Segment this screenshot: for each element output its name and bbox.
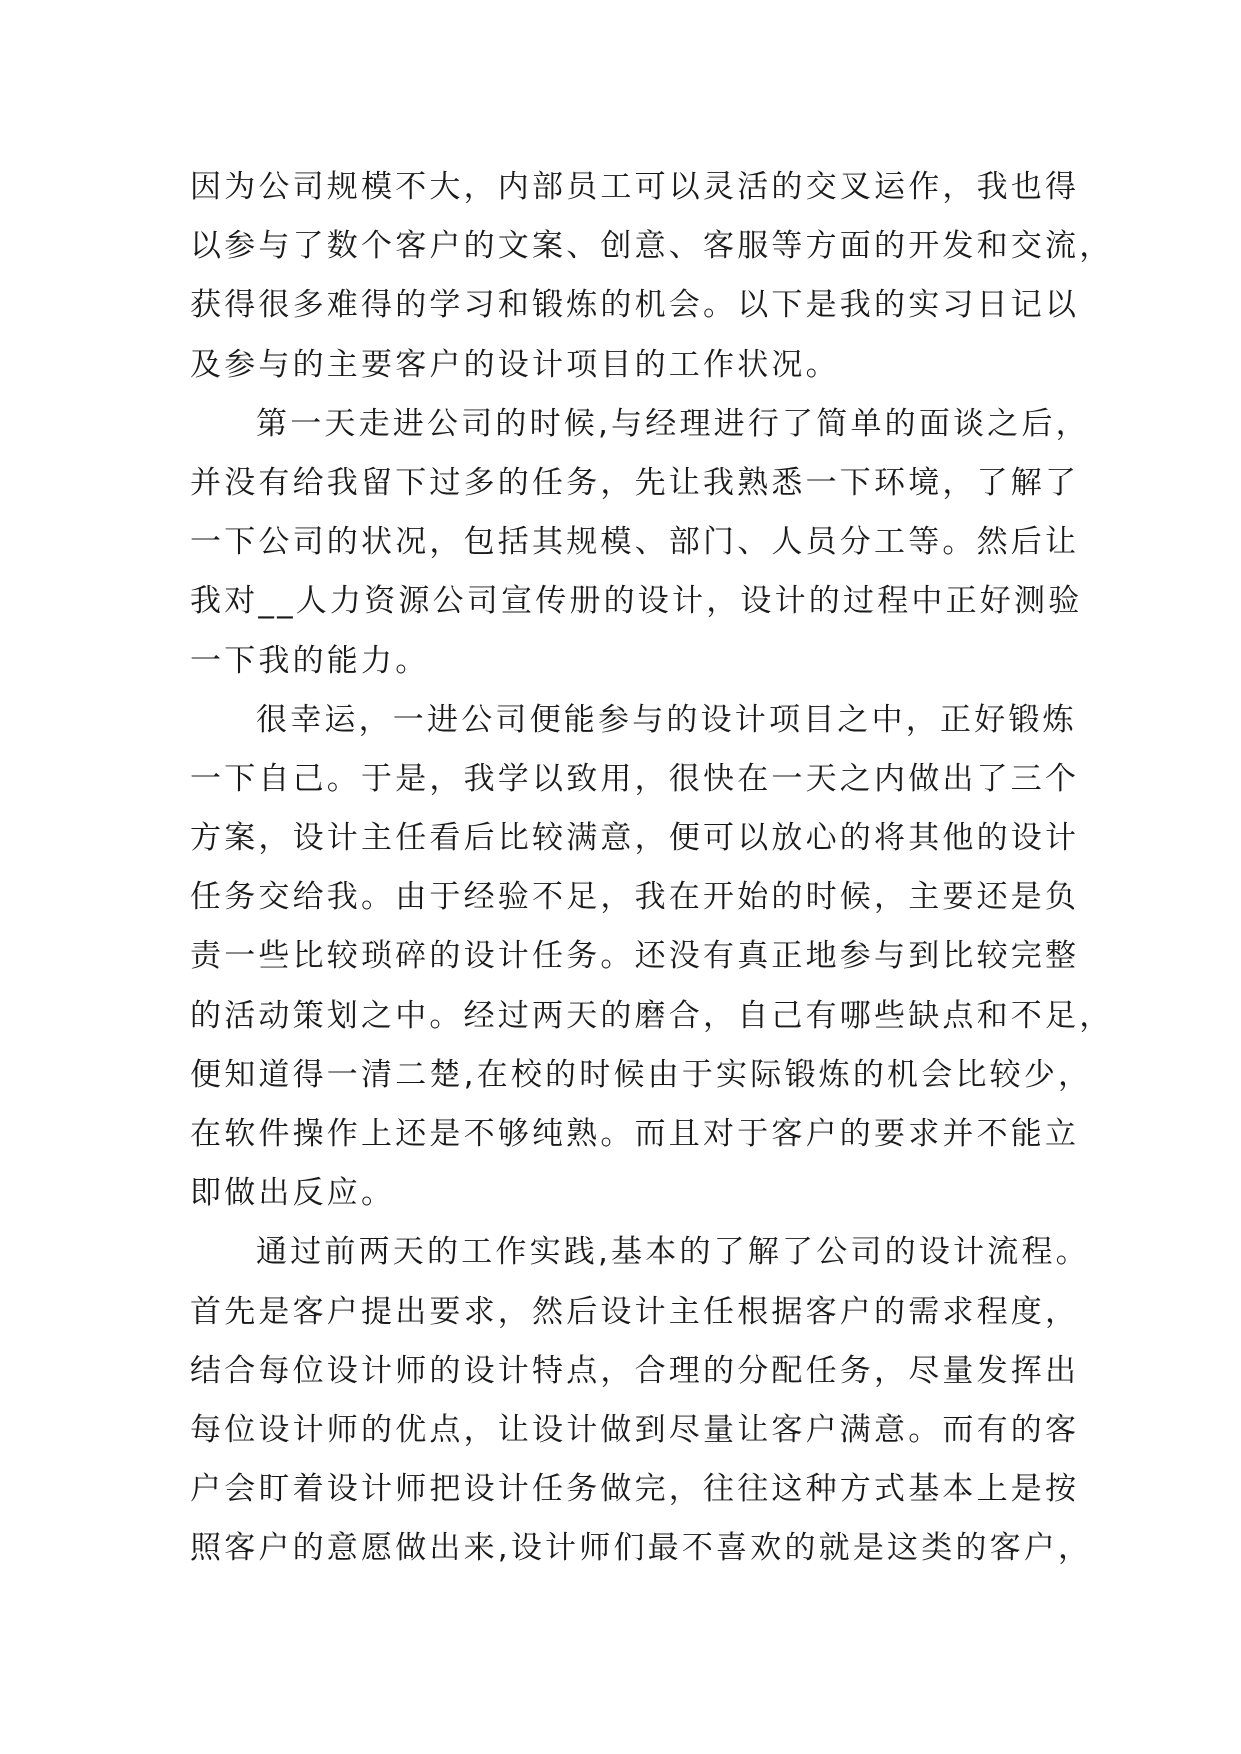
text-line: 以参与了数个客户的文案、创意、客服等方面的开发和交流，	[190, 228, 1114, 265]
text-line: 户会盯着设计师把设计任务做完，往往这种方式基本上是按	[190, 1471, 1080, 1508]
text-line: 照客户的意愿做出来,设计师们最不喜欢的就是这类的客户，	[190, 1530, 1093, 1567]
text-line: 并没有给我留下过多的任务，先让我熟悉一下环境，了解了	[190, 464, 1080, 501]
text-line: 我对__人力资源公司宣传册的设计，设计的过程中正好测验	[190, 583, 1083, 620]
text-line: 因为公司规模不大，内部员工可以灵活的交叉运作，我也得	[190, 169, 1080, 205]
text-line: 一下自己。于是，我学以致用，很快在一天之内做出了三个	[190, 760, 1080, 797]
text-line: 在软件操作上还是不够纯熟。而且对于客户的要求并不能立	[190, 1116, 1080, 1152]
text-line: 首先是客户提出要求，然后设计主任根据客户的需求程度，	[190, 1293, 1080, 1330]
text-line: 通过前两天的工作实践,基本的了解了公司的设计流程。	[256, 1234, 1090, 1271]
text-line: 便知道得一清二楚,在校的时候由于实际锻炼的机会比较少，	[190, 1056, 1093, 1093]
text-line: 每位设计师的优点，让设计做到尽量让客户满意。而有的客	[190, 1411, 1080, 1448]
text-line: 一下公司的状况，包括其规模、部门、人员分工等。然后让	[190, 524, 1080, 561]
text-line: 结合每位设计师的设计特点，合理的分配任务，尽量发挥出	[190, 1352, 1080, 1389]
text-line: 的活动策划之中。经过两天的磨合，自己有哪些缺点和不足，	[190, 997, 1114, 1034]
text-line: 第一天走进公司的时候,与经理进行了简单的面谈之后，	[256, 405, 1090, 442]
text-line: 即做出反应。	[190, 1175, 396, 1212]
text-line: 责一些比较琐碎的设计任务。还没有真正地参与到比较完整	[190, 938, 1080, 975]
text-line: 一下我的能力。	[190, 642, 430, 679]
text-line: 任务交给我。由于经验不足，我在开始的时候，主要还是负	[190, 879, 1080, 916]
body-text	[190, 158, 1114, 1579]
text-line: 获得很多难得的学习和锻炼的机会。以下是我的实习日记以	[190, 287, 1080, 324]
text-line: 很幸运，一进公司便能参与的设计项目之中，正好锻炼	[256, 701, 1077, 738]
text-line: 及参与的主要客户的设计项目的工作状况。	[190, 346, 840, 383]
text-line: 方案，设计主任看后比较满意，便可以放心的将其他的设计	[190, 820, 1080, 857]
